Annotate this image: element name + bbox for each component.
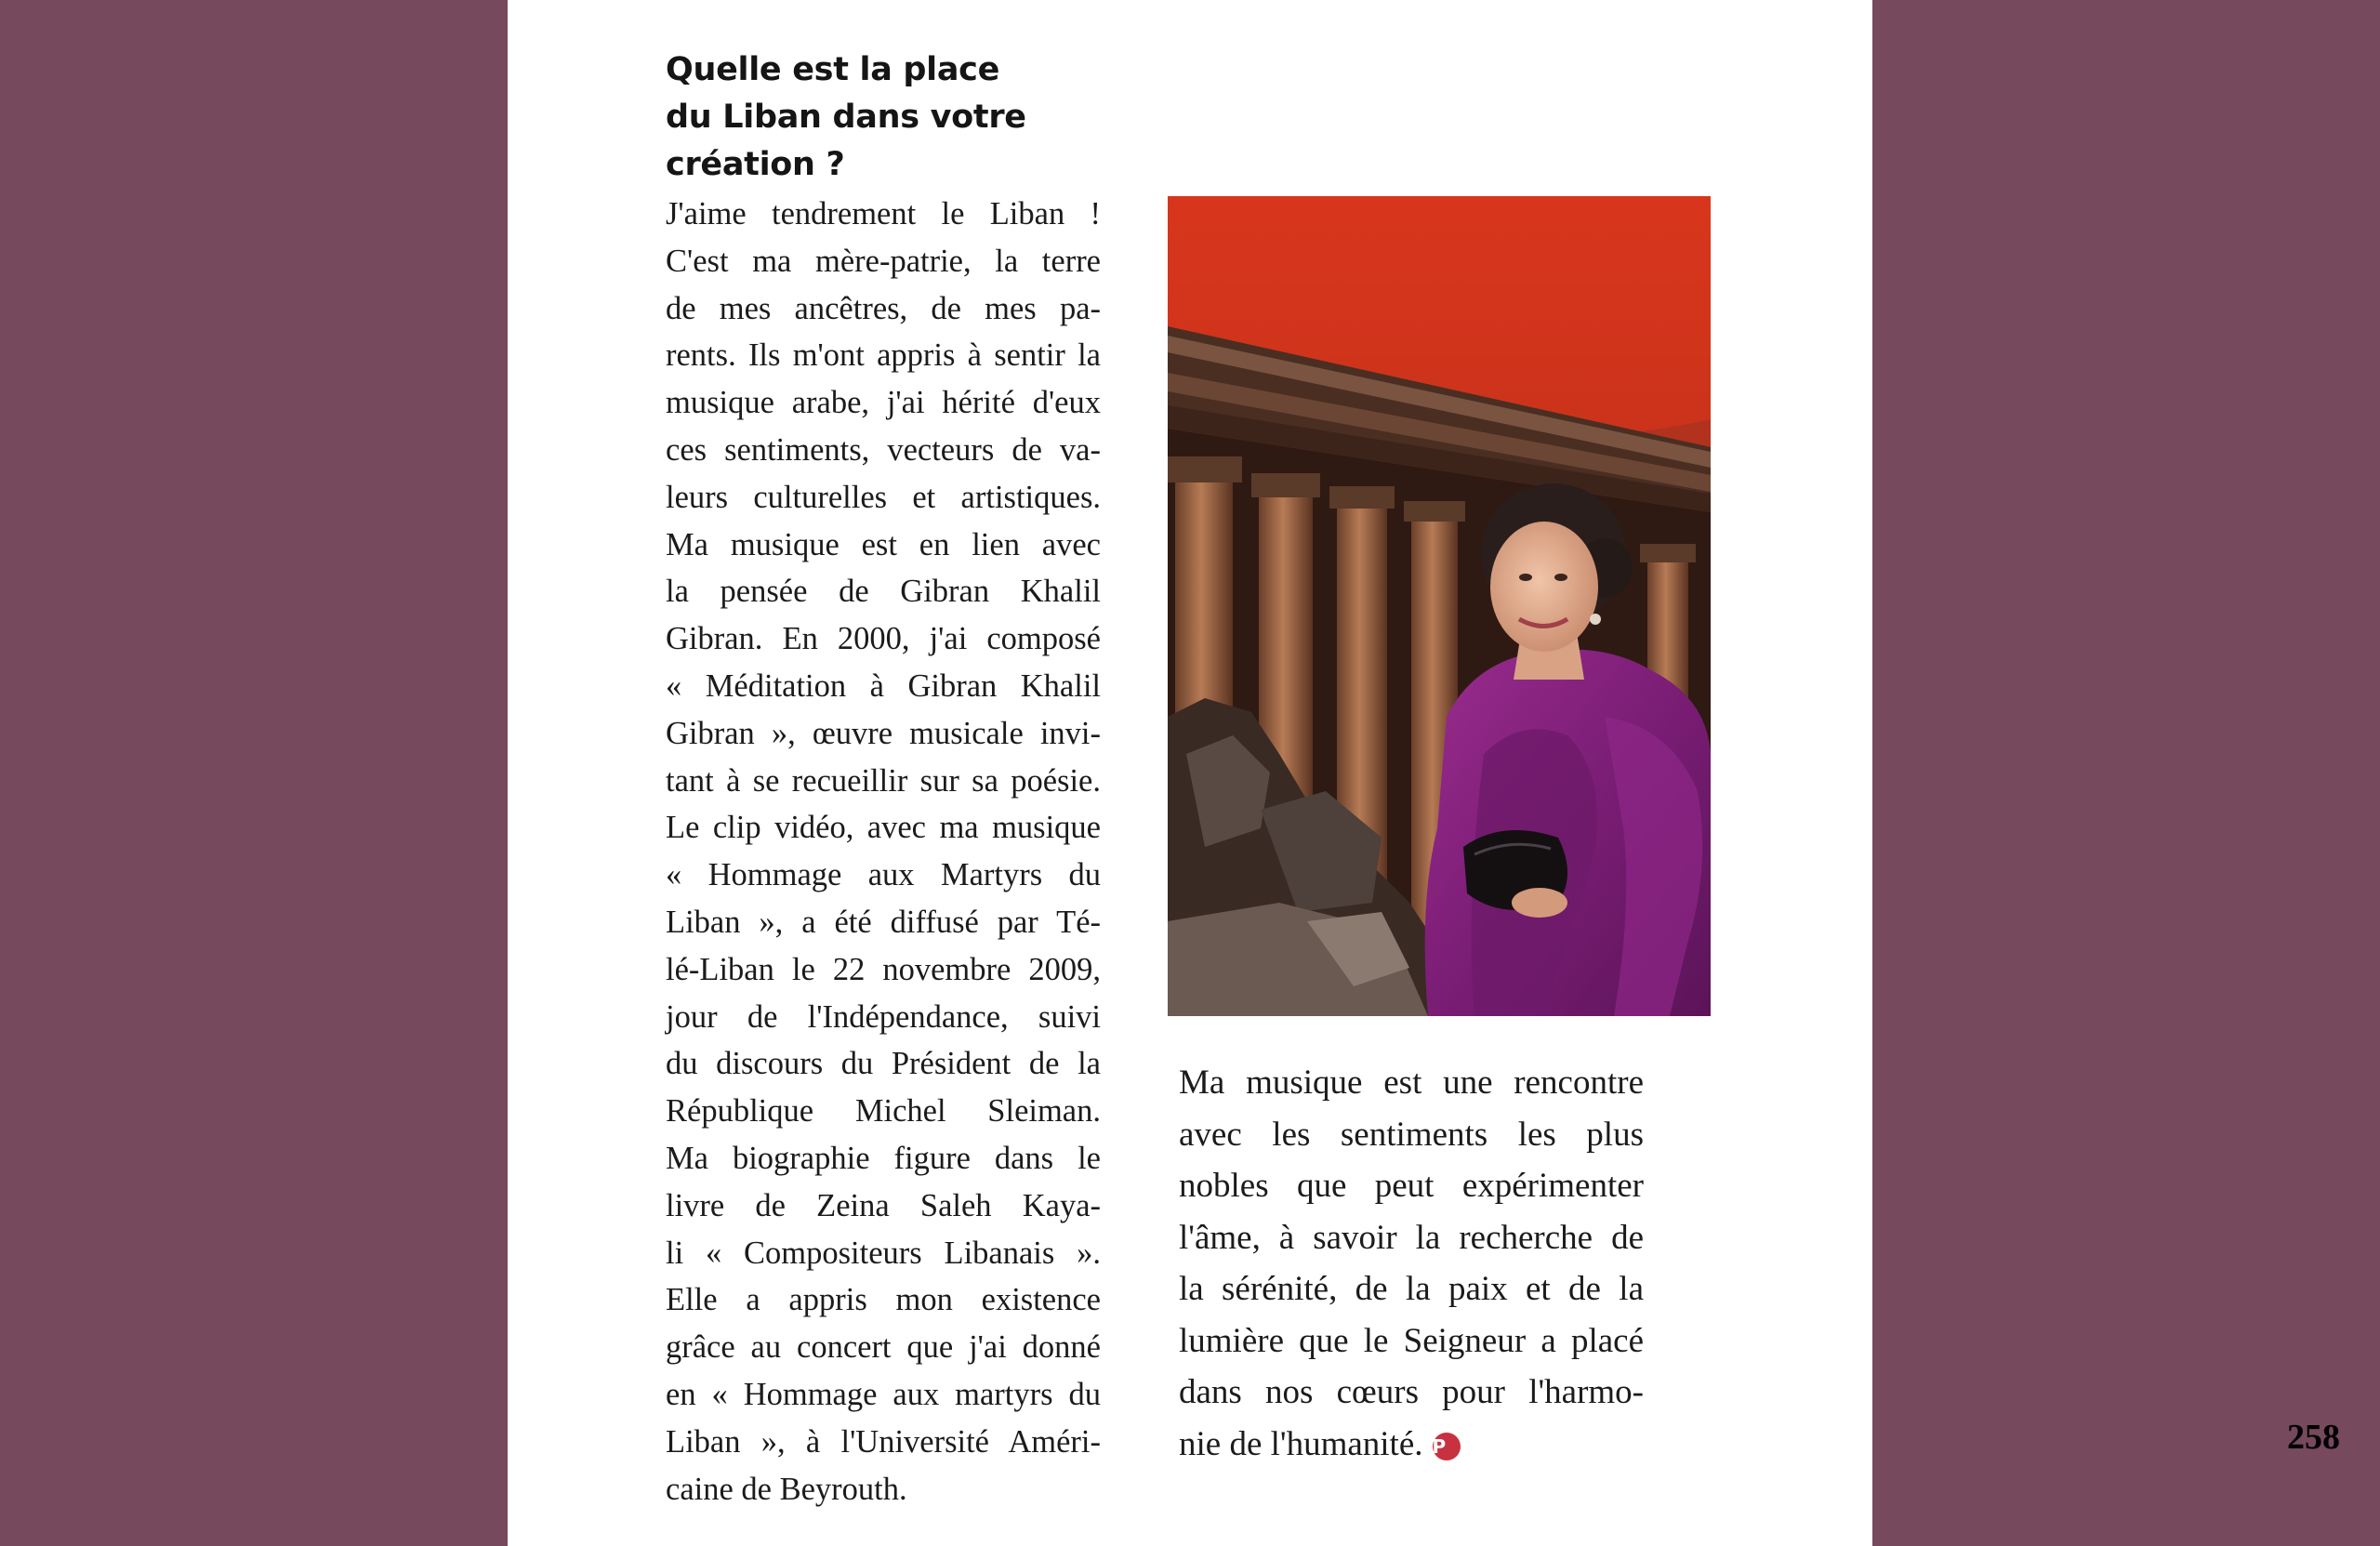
- question-line: du Liban dans votre: [666, 99, 1026, 136]
- text-line: rents. Ils m'ont appris à sentir la: [666, 337, 1101, 374]
- text-line: grâce au concert que j'ai donné: [666, 1329, 1101, 1366]
- text-line: jour de l'Indépendance, suivi: [666, 998, 1101, 1035]
- text-line: ces sentiments, vecteurs de va-: [666, 431, 1101, 468]
- text-line: Gibran. En 2000, j'ai composé: [666, 621, 1101, 657]
- text-line: l'âme, à savoir la recherche de: [1179, 1218, 1644, 1257]
- final-line-text: nie de l'humanité.: [1179, 1424, 1423, 1463]
- text-line: Ma musique est une rencontre: [1179, 1064, 1644, 1102]
- text-line: Gibran », œuvre musicale invi-: [666, 715, 1101, 751]
- magazine-page: [508, 0, 1872, 1546]
- text-line: lé-Liban le 22 novembre 2009,: [666, 951, 1101, 987]
- question-line: Quelle est la place: [666, 51, 1000, 88]
- text-line: République Michel Sleiman.: [666, 1093, 1101, 1130]
- text-line: « Hommage aux Martyrs du: [666, 857, 1101, 893]
- text-line: musique arabe, j'ai hérité d'eux: [666, 385, 1101, 421]
- text-line: leurs culturelles et artistiques.: [666, 479, 1101, 515]
- text-line: livre de Zeina Saleh Kaya-: [666, 1187, 1101, 1223]
- text-line: Liban », à l'Université Améri-: [666, 1423, 1101, 1460]
- end-of-article-icon: P: [1433, 1433, 1461, 1460]
- text-line: Elle a appris mon existence: [666, 1282, 1101, 1318]
- text-line: avec les sentiments les plus: [1179, 1115, 1644, 1154]
- text-line: la pensée de Gibran Khalil: [666, 574, 1101, 610]
- text-line: « Méditation à Gibran Khalil: [666, 667, 1101, 704]
- text-line: la sérénité, de la paix et de la: [1179, 1270, 1644, 1308]
- baalbek-portrait-photo: [1168, 196, 1711, 1016]
- text-line: Ma biographie figure dans le: [666, 1140, 1101, 1176]
- text-line: li « Compositeurs Libanais ».: [666, 1235, 1101, 1271]
- text-line: Liban », a été diffusé par Té-: [666, 904, 1101, 940]
- text-line: dans nos cœurs pour l'harmo-: [1179, 1373, 1644, 1411]
- text-line: [1179, 1419, 1644, 1471]
- answer-right-column: [1179, 1057, 1644, 1470]
- text-line: caine de Beyrouth.: [666, 1471, 907, 1507]
- text-line: J'aime tendrement le Liban !: [666, 196, 1101, 231]
- text-line: nobles que peut expérimenter: [1179, 1167, 1644, 1205]
- answer-left-column: [666, 191, 1101, 1513]
- question-line: création ?: [666, 146, 845, 183]
- text-line: de mes ancêtres, de mes pa-: [666, 290, 1101, 326]
- text-line: C'est ma mère-patrie, la terre: [666, 243, 1101, 279]
- text-line: du discours du Président de la: [666, 1046, 1101, 1082]
- page-number: 258: [2287, 1418, 2340, 1457]
- text-line: en « Hommage aux martyrs du: [666, 1376, 1101, 1412]
- text-line: Le clip vidéo, avec ma musique: [666, 810, 1101, 846]
- question-heading: [666, 46, 1056, 189]
- text-line: Ma musique est en lien avec: [666, 526, 1101, 562]
- text-line: tant à se recueillir sur sa poésie.: [666, 762, 1101, 799]
- text-line: lumière que le Seigneur a placé: [1179, 1321, 1644, 1360]
